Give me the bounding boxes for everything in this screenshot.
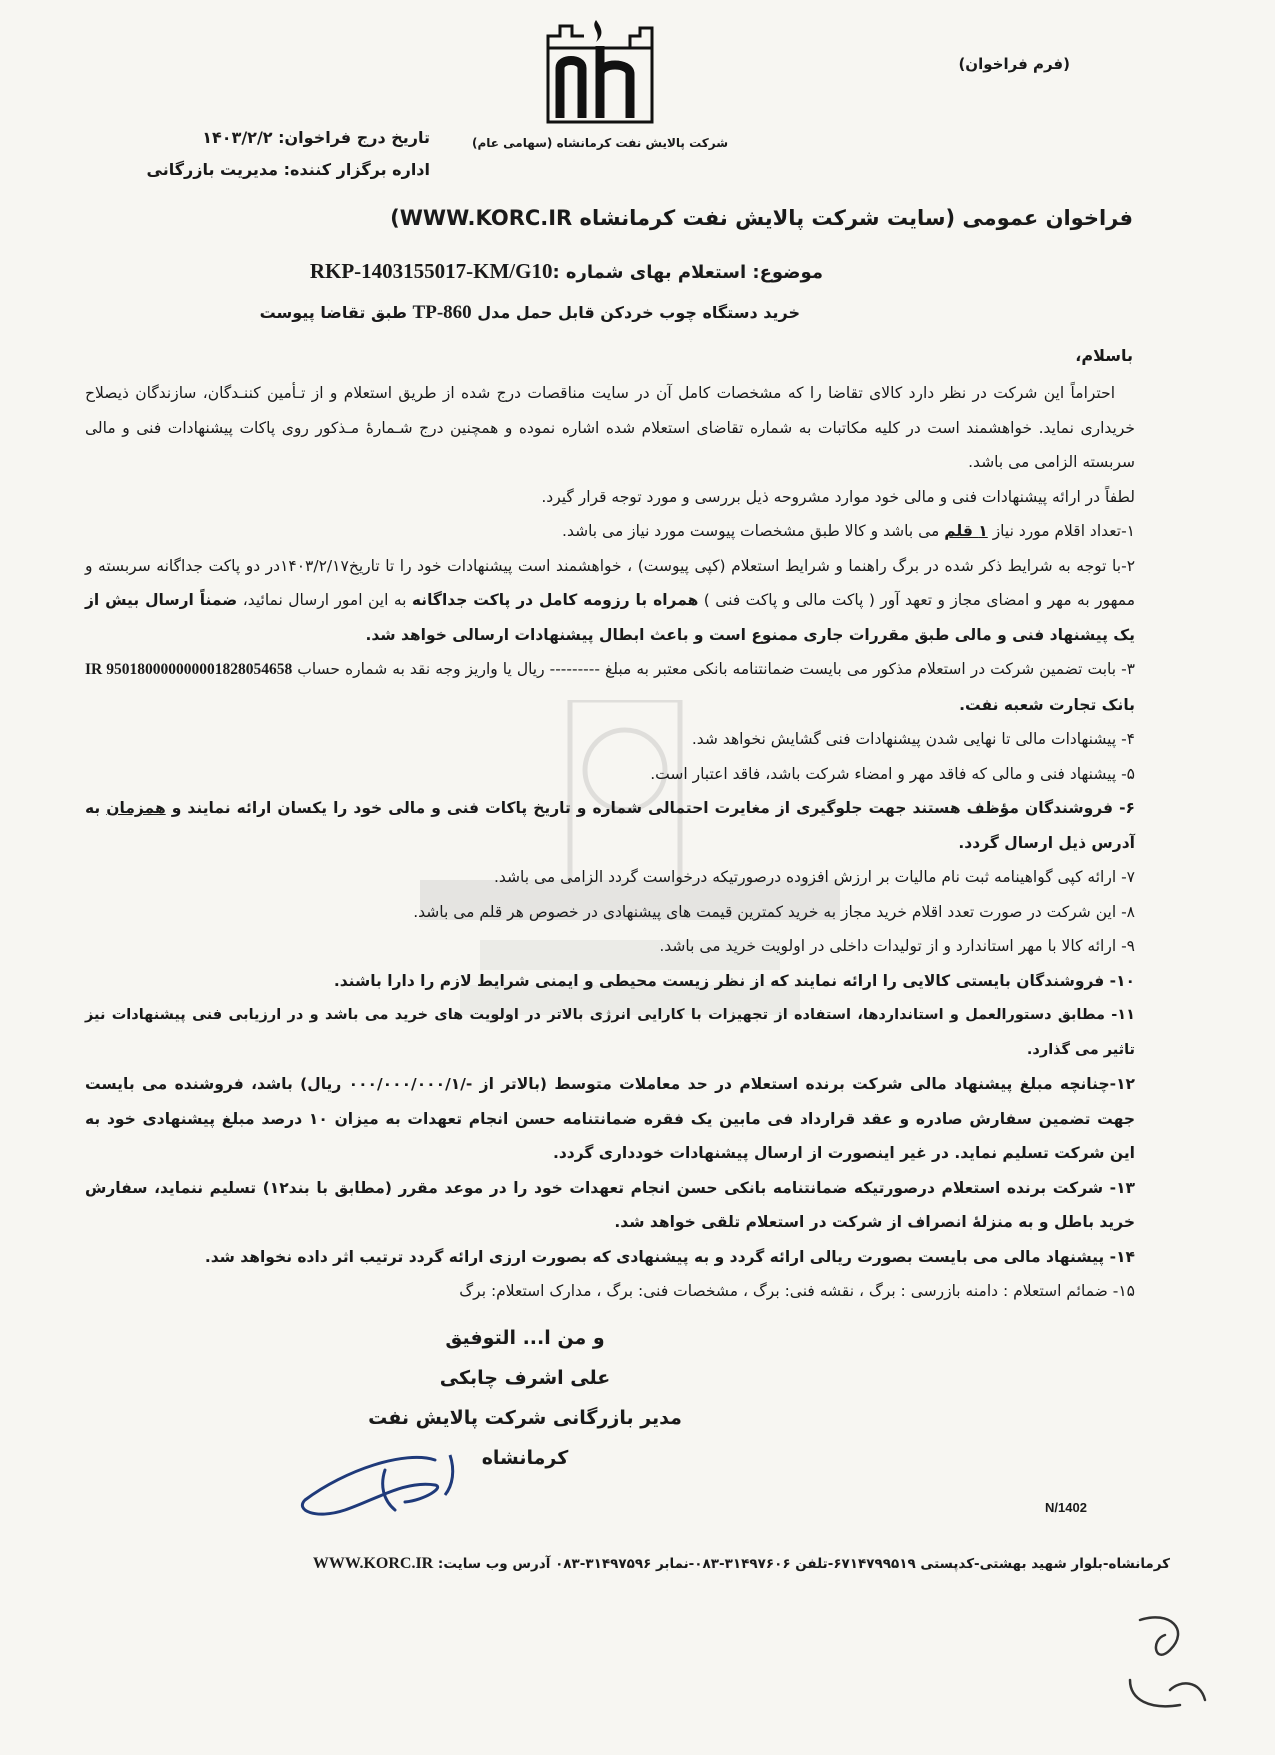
bank-account-number: IR 950180000000001828054658: [85, 661, 293, 678]
item-6-text: ۶- فروشندگان مؤظف هستند جهت جلوگیری از مغایرت احتمالی شماره و تاریخ پاکات فنی و مالی خود را یکسان ارائه نمایند و: [165, 799, 1135, 817]
closing-salutation: و من ا... التوفیق: [445, 1327, 605, 1349]
list-item: [85, 652, 1135, 722]
handwritten-initials-icon: [1110, 1610, 1220, 1720]
list-item: ۹- ارائه کالا با مهر استاندارد و از تولیدات داخلی در اولویت خرید می باشد.: [659, 937, 1135, 955]
item-6-text-end: به آدرس ذیل ارسال گردد.: [85, 799, 1135, 852]
item-1-quantity: ۱ قلم: [944, 522, 988, 540]
footer-address: [120, 1555, 1170, 1573]
list-item: ۱۳- شرکت برنده استعلام درصورتیکه ضمانتنامه بانکی حسن انجام تعهدات خود را در موعد مقرر (مطابق با بند۱۲) تسلیم ننماید، سفارش خرید باطل و به منزلهٔ انصراف از شرکت در استعلام تلقی خواهد شد.: [85, 1178, 1135, 1231]
intro-paragraph: احتراماً این شرکت در نظر دارد کالای تقاضا را که مشخصات کامل آن در سایت مناقصات درج شده از طریق استعلام و از تـأمین کننـدگان، سازندگان ذیصلاح خریداری نماید. خواهشمند است در کلیه مکاتبات به شماره تقاضای استعلام شده اشاره نموده و همچنین درج شـمارهٔ مـذکور روی پاکات پیشنهادات فنی و مالی سربسته الزامی می باشد.: [85, 384, 1135, 471]
company-name: شرکت پالایش نفت کرمانشاه (سهامی عام): [471, 136, 729, 150]
item-6-emphasis: همزمان: [106, 799, 166, 817]
subject-description: [0, 302, 800, 324]
list-item: ۱۱- مطابق دستورالعمل و استانداردها، استفاده از تجهیزات با کارایی انرژی بالاتر در اولویت های خرید می باشد و در ارزیابی فنی پیشنهادات نیز تاثیر می گذارد.: [85, 1007, 1135, 1058]
form-label: (فرم فراخوان): [958, 55, 1070, 73]
item-2-warning: ضمناً ارسال بیش از یک پیشنهاد فنی و مالی طبق مقررات جاری ممنوع است و باعث ابطال پیشنهادات ارسالی خواهد شد.: [85, 591, 1135, 644]
greeting: باسلام،: [1075, 346, 1133, 365]
signatory-title: مدیر بازرگانی شرکت پالایش نفت کرمانشاه: [368, 1407, 682, 1469]
list-item: ۴- پیشنهادات مالی تا نهایی شدن پیشنهادات فنی گشایش نخواهد شد.: [691, 730, 1135, 748]
subject-line: [23, 259, 823, 284]
item-2-emphasis: همراه با رزومه کامل در پاکت جداگانه: [411, 591, 699, 609]
item-2-text: ۲-با توجه به شرایط ذکر شده در برگ راهنما و شرایط استعلام (کپی پیوست) ، خواهشمند است پیشنهادات خود را تا تاریخ۱۴۰۳/۲/۱۷در دو پاکت جداگانه سربسته و ممهور به مهر و امضای مجاز و تعهد آور ( پاکت مالی و پاکت فنی ): [85, 556, 1136, 609]
document-body: [85, 376, 1135, 1309]
list-item: ۵- پیشنهاد فنی و مالی که فاقد مهر و امضاء شرکت باشد، فاقد اعتبار است.: [650, 764, 1135, 783]
organizing-department: اداره برگزار کننده: مدیریت بازرگانی: [146, 160, 430, 179]
list-item: ۷- ارائه کپی گواهینامه ثبت نام مالیات بر ارزش افزوده درصورتیکه درخواست گردد الزامی می باشد.: [493, 868, 1135, 886]
list-item: ۸- این شرکت در صورت تعدد اقلام خرید مجاز به خرید کمترین قیمت های پیشنهادی در خصوص هر قلم می باشد.: [413, 902, 1135, 921]
signature-icon: [285, 1440, 485, 1530]
list-item: ۱۲-چنانچه مبلغ پیشنهاد مالی شرکت برنده استعلام در حد معاملات متوسط (بالاتر از -/۰۰۰/۰۰۰/۰۰۰/۱ ریال) باشد، فروشنده می بایست جهت تضمین سفارش صادره و عقد قرارداد فی مابین یک فقره ضمانتنامه حسن انجام تعهدات به میزان ۱۰ درصد مبلغ پیشنهادی خود به این شرکت تسلیم نماید. در غیر اینصورت از ارسال پیشنهادات خودداری گردد.: [85, 1075, 1135, 1162]
item-3-text: ۳- بابت تضمین شرکت در استعلام مذکور می بایست ضمانتنامه بانکی معتبر به مبلغ --------- ریال یا واریز وجه نقد به شماره حساب: [292, 660, 1135, 678]
company-logo-icon: [540, 18, 660, 128]
address-text: کرمانشاه-بلوار شهید بهشتی-کدپستی ۶۷۱۴۷۹۹۵۱۹-تلفن ۳۱۴۹۷۶۰۶-۰۸۳-نمابر ۳۱۴۹۷۵۹۶-۰۸۳ آدرس وب سایت:: [433, 1556, 1170, 1572]
subject-prefix: موضوع: استعلام بهای شماره :: [552, 262, 823, 283]
bank-name: بانک تجارت شعبه نفت.: [959, 695, 1135, 714]
list-item: [85, 791, 1135, 860]
subject-desc-prefix: خرید دستگاه چوب خردکن قابل حمل مدل: [471, 303, 800, 322]
reference-number: N/1402: [1045, 1500, 1087, 1515]
list-item: [85, 514, 1135, 549]
item-2-text-mid: به این امور ارسال نمائید،: [237, 591, 412, 609]
inquiry-code: RKP-1403155017-KM/G10: [309, 259, 553, 283]
page-title: فراخوان عمومی (سایت شرکت پالایش نفت کرمانشاه WWW.KORC.IR): [390, 206, 1133, 230]
instructions-line: لطفاً در ارائه پیشنهادات فنی و مالی خود موارد مشروحه ذیل بررسی و مورد توجه قرار گیرد.: [541, 487, 1135, 506]
announcement-date: تاریخ درج فراخوان: ۱۴۰۳/۲/۲: [202, 128, 430, 147]
list-item: ۱۴- پیشنهاد مالی می بایست بصورت ریالی ارائه گردد و به پیشنهادی که بصورت ارزی ارائه گردد ترتیب اثر داده نخواهد شد.: [204, 1247, 1135, 1266]
signatory-name: علی اشرف چابکی: [439, 1367, 611, 1389]
list-item: ۱۰- فروشندگان بایستی کالایی را ارائه نمایند که از نظر زیست محیطی و ایمنی شرایط لازم را دارا باشند.: [333, 971, 1135, 990]
list-item: [85, 549, 1135, 653]
website-link[interactable]: WWW.KORC.IR: [312, 1555, 434, 1572]
item-1-text: ۱-تعداد اقلام مورد نیاز: [987, 522, 1135, 540]
subject-desc-suffix: طبق تقاضا پیوست: [259, 303, 413, 322]
item-1-text-end: می باشد و کالا طبق مشخصات پیوست مورد نیاز می باشد.: [562, 522, 945, 540]
list-item: ۱۵- ضمائم استعلام : دامنه بازرسی : برگ ، نقشه فنی: برگ ، مشخصات فنی: برگ ، مدارک استعلام: برگ: [459, 1282, 1135, 1300]
model-number: TP-860: [412, 302, 472, 323]
